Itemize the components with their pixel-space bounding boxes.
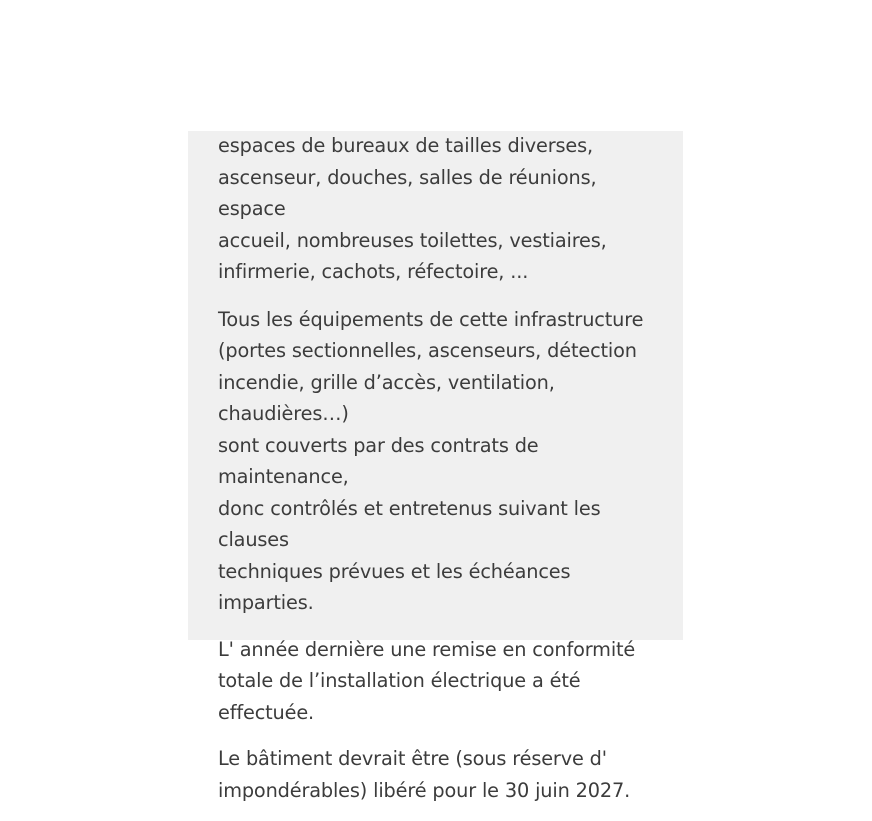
paragraph-release-date: Le bâtiment devrait être (sous réserve d' impondérables) libéré pour le 30 juin 2027. — [218, 747, 631, 802]
paragraph-electrical: L' année dernière une remise en conformité totale de l’installation électrique a été effectuée. — [218, 637, 636, 724]
document-body — [218, 131, 658, 821]
text-panel — [188, 131, 683, 802]
paragraph-facilities: espaces de bureaux de tailles diverses, ascenseur, douches, salles de réunions, espace accueil, nombreuses toilettes, vestiaires, infirmerie, cachots, réfectoire, ... — [218, 134, 607, 283]
paragraph-equipment: Tous les équipements de cette infrastructure (portes sectionnelles, ascenseurs, détection incendie, grille d’accès, ventilation, chaudières…) sont couverts par des contrats de maintenance, donc contrôlés et entretenus suivant les clauses techniques prévues et les échéances imparties. — [218, 307, 644, 614]
